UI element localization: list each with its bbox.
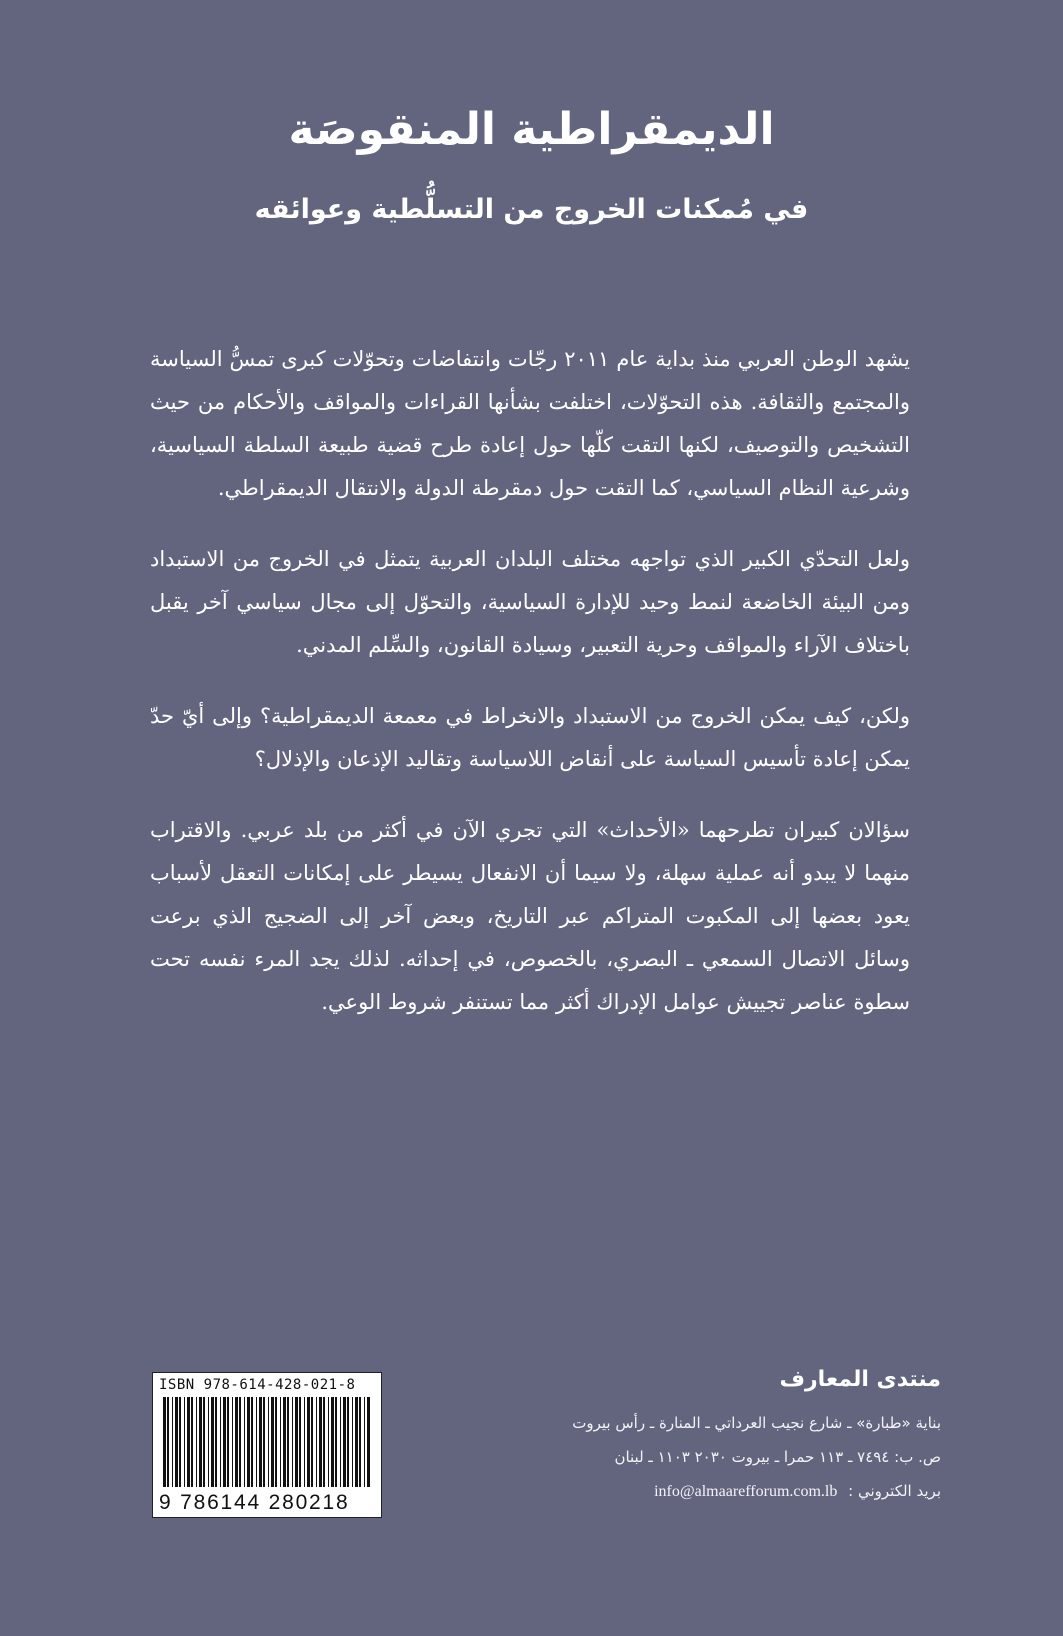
barcode-bar <box>215 1397 217 1487</box>
barcode-bar <box>239 1397 241 1487</box>
barcode-bar <box>316 1397 317 1487</box>
barcode-bar <box>235 1397 238 1487</box>
barcode-bar <box>287 1397 289 1487</box>
barcode-bar <box>271 1397 274 1487</box>
barcode-bar <box>359 1397 361 1487</box>
barcode-bar <box>208 1397 209 1487</box>
barcode-bar <box>256 1397 257 1487</box>
blurb-text <box>150 338 910 1052</box>
barcode-bar <box>352 1397 353 1487</box>
barcode-icon <box>161 1397 373 1489</box>
barcode-bar <box>335 1397 337 1487</box>
barcode-bar <box>307 1397 310 1487</box>
barcode-bar <box>299 1397 301 1487</box>
barcode-bar <box>199 1397 202 1487</box>
barcode-bar <box>343 1397 346 1487</box>
barcode-bar <box>367 1397 370 1487</box>
barcode-bar <box>251 1397 253 1487</box>
isbn-digits: 9 786144 280218 <box>159 1491 350 1514</box>
barcode-bar <box>247 1397 250 1487</box>
email-address: info@almaarefforum.com.lb <box>654 1483 838 1500</box>
book-subtitle: في مُمكنات الخروج من التسلُّطية وعوائقه <box>254 194 809 225</box>
barcode-bar <box>283 1397 286 1487</box>
barcode-bar <box>223 1397 226 1487</box>
barcode-bar <box>328 1397 329 1487</box>
barcode-bar <box>244 1397 245 1487</box>
barcode-bar <box>355 1397 358 1487</box>
barcode-bar <box>167 1397 169 1487</box>
publisher-email-line <box>471 1474 941 1509</box>
isbn-label: ISBN 978-614-428-021-8 <box>159 1377 356 1393</box>
publisher-name: منتدى المعارف <box>779 1367 941 1392</box>
barcode-bar <box>184 1397 185 1487</box>
barcode-bar <box>340 1397 341 1487</box>
barcode-bar <box>259 1397 262 1487</box>
blurb-paragraph-4: سؤالان كبيران تطرحهما «الأحداث» التي تجري الآن في أكثر من بلد عربي. والاقتراب منهما لا يبدو أنه عملية سهلة، ولا سيما أن الانفعال يسيطر على إمكانات التعقل لأسباب يعود بعضها إلى المكبوت المتراكم عبر التاريخ، وبعض آخر إلى الضجيج الذي برعت وسائل الاتصال السمعي ـ البصري، بالخصوص، في إحداثه. لذلك يجد المرء نفسه تحت سطوة عناصر تجييش عوامل الإدراك أكثر مما تستنفر شروط الوعي. <box>150 818 910 1014</box>
barcode-bar <box>275 1397 277 1487</box>
isbn-barcode-box <box>152 1372 382 1518</box>
blurb-paragraph-3: ولكن، كيف يمكن الخروج من الاستبداد والانخراط في معمعة الديمقراطية؟ وإلى أيّ حدّ يمكن إعادة تأسيس السياسة على أنقاض اللاسياسة وتقاليد الإذعان والإذلال؟ <box>150 704 910 771</box>
barcode-bar <box>323 1397 325 1487</box>
barcode-bar <box>191 1397 193 1487</box>
barcode-bar <box>211 1397 214 1487</box>
barcode-bar <box>263 1397 265 1487</box>
barcode-bar <box>172 1397 173 1487</box>
barcode-bar <box>331 1397 334 1487</box>
barcode-bar <box>179 1397 181 1487</box>
publisher-address: بناية «طبارة» ـ شارع نجيب العرداتي ـ المنارة ـ رأس بيروت <box>572 1414 941 1432</box>
barcode-bar <box>347 1397 349 1487</box>
barcode-bar <box>232 1397 233 1487</box>
barcode-bar <box>295 1397 298 1487</box>
barcode-bar <box>196 1397 197 1487</box>
barcode-bar <box>319 1397 322 1487</box>
barcode-bar <box>280 1397 281 1487</box>
barcode-bar <box>175 1397 178 1487</box>
publisher-pobox: ص. ب: ٧٤٩٤ ـ ١١٣ حمرا ـ بيروت ٢٠٣٠ ١١٠٣ ـ لبنان <box>614 1448 941 1466</box>
publisher-info <box>471 1360 941 1509</box>
blurb-paragraph-2: ولعل التحدّي الكبير الذي تواجهه مختلف البلدان العربية يتمثل في الخروج من الاستبداد ومن البيئة الخاضعة لنمط وحيد للإدارة السياسية، والتحوّل إلى مجال سياسي آخر يقبل باختلاف الآراء والمواقف وحرية التعبير، وسيادة القانون، والسِّلم المدني. <box>150 547 910 657</box>
barcode-bar <box>227 1397 229 1487</box>
barcode-bar <box>311 1397 313 1487</box>
barcode-bar <box>203 1397 205 1487</box>
barcode-bar <box>364 1397 365 1487</box>
barcode-bar <box>304 1397 305 1487</box>
barcode-bar <box>292 1397 293 1487</box>
blurb-paragraph-1: يشهد الوطن العربي منذ بداية عام ٢٠١١ رجّات وانتفاضات وتحوّلات كبرى تمسُّ السياسة والمجتمع والثقافة. هذه التحوّلات، اختلفت بشأنها القراءات والمواقف والأحكام من حيث التشخيص والتوصيف، لكنها التقت كلّها حول إعادة طرح قضية طبيعة السلطة السياسية، وشرعية النظام السياسي، كما التقت حول دمقرطة الدولة والانتقال الديمقراطي. <box>150 347 910 500</box>
barcode-bar <box>220 1397 221 1487</box>
barcode-bar <box>163 1397 166 1487</box>
email-label: بريد الكتروني : <box>848 1482 941 1500</box>
barcode-bar <box>268 1397 269 1487</box>
book-title: الديمقراطية المنقوصَة <box>288 104 775 155</box>
barcode-bar <box>187 1397 190 1487</box>
